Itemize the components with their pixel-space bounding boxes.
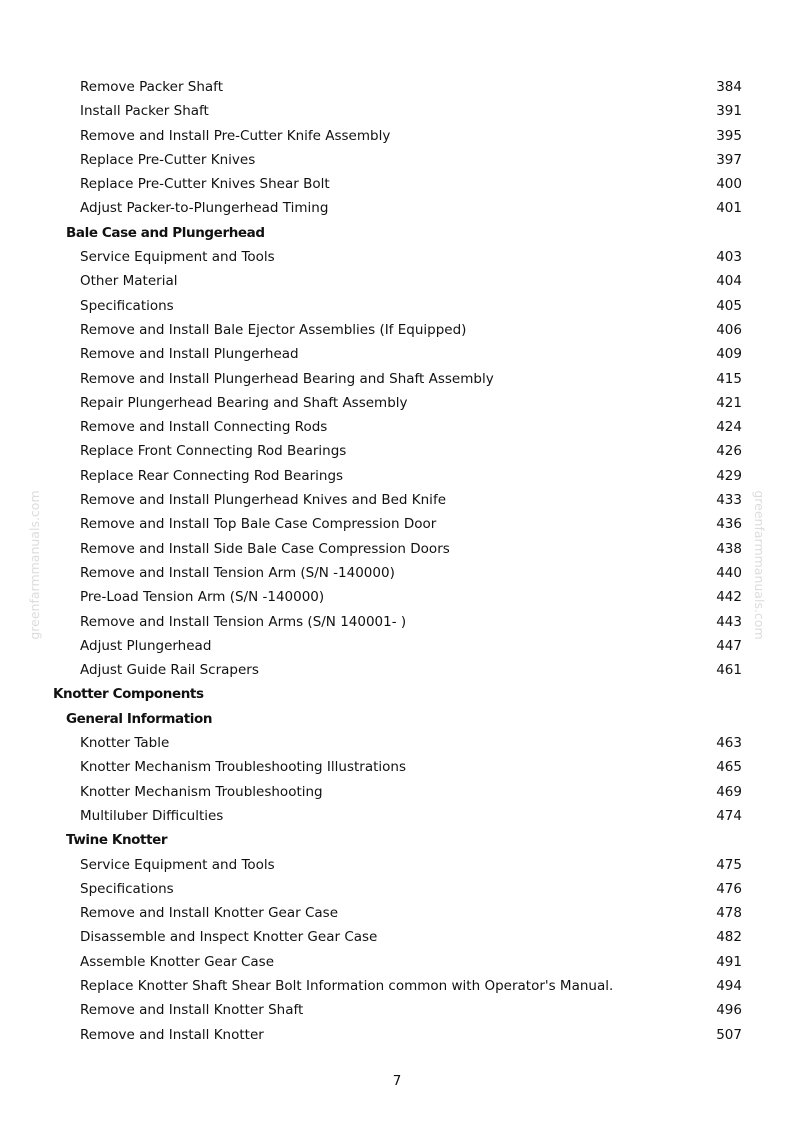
toc-entry-title: Repair Plungerhead Bearing and Shaft Assembly <box>80 394 408 411</box>
toc-entry-page: 405 <box>716 297 742 314</box>
toc-entry[interactable] <box>0 755 794 779</box>
toc-entry-page: 421 <box>716 394 742 411</box>
toc-entry-page: 447 <box>716 637 742 654</box>
toc-entry-page: 491 <box>716 953 742 970</box>
watermark-right: greenfarmmanuals.com <box>751 490 767 640</box>
toc-entry-page: 496 <box>716 1002 742 1019</box>
toc-entry-title: Twine Knotter <box>66 832 168 849</box>
toc-entry[interactable] <box>0 901 794 925</box>
toc-entry-page: 409 <box>716 346 742 363</box>
toc-entry-title: Remove and Install Pre-Cutter Knife Assembly <box>80 127 391 144</box>
toc-entry-page: 507 <box>716 1026 742 1043</box>
toc-section-heading[interactable] <box>0 682 794 706</box>
toc-entry[interactable] <box>0 634 794 658</box>
toc-entry-page: 440 <box>716 564 742 581</box>
toc-entry-page: 400 <box>716 176 742 193</box>
toc-entry-title: Adjust Packer-to-Plungerhead Timing <box>80 200 329 217</box>
toc-entry-page: 442 <box>716 589 742 606</box>
toc-entry[interactable] <box>0 99 794 123</box>
toc-entry-page: 391 <box>716 103 742 120</box>
toc-entry-page: 433 <box>716 492 742 509</box>
toc-entry[interactable] <box>0 148 794 172</box>
toc-entry-page: 424 <box>716 419 742 436</box>
toc-entry-title: Bale Case and Plungerhead <box>66 224 265 241</box>
toc-entry-title: Remove and Install Knotter Shaft <box>80 1002 304 1019</box>
toc-entry[interactable] <box>0 585 794 609</box>
toc-entry[interactable] <box>0 294 794 318</box>
toc-entry-page: 395 <box>716 127 742 144</box>
toc-entry-title: Disassemble and Inspect Knotter Gear Case <box>80 929 378 946</box>
toc-entry-title: Adjust Plungerhead <box>80 637 212 654</box>
toc-entry-title: Remove and Install Knotter <box>80 1026 264 1043</box>
toc-entry[interactable] <box>0 998 794 1022</box>
toc-entry[interactable] <box>0 537 794 561</box>
toc-entry-page: 482 <box>716 929 742 946</box>
toc-entry-page: 438 <box>716 540 742 557</box>
toc-entry[interactable] <box>0 974 794 998</box>
toc-entry-title: Replace Front Connecting Rod Bearings <box>80 443 347 460</box>
toc-entry-page: 476 <box>716 880 742 897</box>
toc-entry-page: 415 <box>716 370 742 387</box>
toc-entry-page: 461 <box>716 662 742 679</box>
toc-entry-title: Replace Knotter Shaft Shear Bolt Information common with Operator's Manual. <box>80 977 614 994</box>
toc-entry-page: 463 <box>716 735 742 752</box>
toc-entry-page: 469 <box>716 783 742 800</box>
toc-section-heading[interactable] <box>0 707 794 731</box>
toc-entry-page: 406 <box>716 321 742 338</box>
toc-entry[interactable] <box>0 367 794 391</box>
toc-entry[interactable] <box>0 780 794 804</box>
page-number: 7 <box>392 1073 402 1089</box>
toc-entry-title: General Information <box>66 710 213 727</box>
toc-entry-page: 494 <box>716 977 742 994</box>
toc-entry[interactable] <box>0 75 794 99</box>
toc-entry[interactable] <box>0 172 794 196</box>
toc-entry[interactable] <box>0 415 794 439</box>
toc-entry[interactable] <box>0 950 794 974</box>
toc-entry-page: 465 <box>716 759 742 776</box>
toc-entry[interactable] <box>0 439 794 463</box>
toc-entry-title: Assemble Knotter Gear Case <box>80 953 274 970</box>
toc-entry[interactable] <box>0 391 794 415</box>
toc-entry-page: 474 <box>716 807 742 824</box>
toc-entry-title: Service Equipment and Tools <box>80 249 275 266</box>
watermark-left: greenfarmmanuals.com <box>27 490 43 640</box>
toc-entry[interactable] <box>0 731 794 755</box>
table-of-contents <box>0 75 794 1047</box>
toc-entry-title: Pre-Load Tension Arm (S/N -140000) <box>80 589 325 606</box>
toc-section-heading[interactable] <box>0 828 794 852</box>
toc-entry-title: Adjust Guide Rail Scrapers <box>80 662 259 679</box>
toc-entry[interactable] <box>0 342 794 366</box>
toc-entry-title: Knotter Mechanism Troubleshooting Illustrations <box>80 759 406 776</box>
toc-entry-page: 475 <box>716 856 742 873</box>
toc-entry-page: 436 <box>716 516 742 533</box>
toc-entry-page: 426 <box>716 443 742 460</box>
toc-entry[interactable] <box>0 877 794 901</box>
toc-entry-title: Replace Pre-Cutter Knives Shear Bolt <box>80 176 330 193</box>
toc-entry-title: Remove and Install Top Bale Case Compression Door <box>80 516 437 533</box>
toc-entry[interactable] <box>0 269 794 293</box>
toc-entry-page: 384 <box>716 79 742 95</box>
toc-entry-title: Other Material <box>80 273 178 290</box>
toc-entry[interactable] <box>0 610 794 634</box>
toc-entry-title: Remove and Install Plungerhead Bearing and Shaft Assembly <box>80 370 494 387</box>
toc-entry-title: Replace Pre-Cutter Knives <box>80 151 256 168</box>
toc-entry-page: 397 <box>716 151 742 168</box>
toc-entry-title: Remove and Install Side Bale Case Compression Doors <box>80 540 450 557</box>
toc-entry-page: 403 <box>716 249 742 266</box>
toc-entry-title: Remove Packer Shaft <box>80 79 223 95</box>
toc-entry[interactable] <box>0 488 794 512</box>
toc-entry[interactable] <box>0 658 794 682</box>
toc-entry[interactable] <box>0 124 794 148</box>
toc-entry-page: 401 <box>716 200 742 217</box>
toc-section-heading[interactable] <box>0 221 794 245</box>
toc-entry[interactable] <box>0 1023 794 1047</box>
toc-entry[interactable] <box>0 318 794 342</box>
toc-entry-title: Remove and Install Tension Arms (S/N 140001- ) <box>80 613 407 630</box>
toc-entry[interactable] <box>0 804 794 828</box>
toc-entry-title: Remove and Install Bale Ejector Assemblies (If Equipped) <box>80 321 467 338</box>
toc-entry-title: Knotter Mechanism Troubleshooting <box>80 783 323 800</box>
toc-entry-title: Install Packer Shaft <box>80 103 209 120</box>
toc-entry-page: 478 <box>716 905 742 922</box>
toc-entry-title: Knotter Table <box>80 735 170 752</box>
toc-entry-title: Multiluber Difficulties <box>80 807 224 824</box>
toc-entry-title: Remove and Install Knotter Gear Case <box>80 905 339 922</box>
toc-entry[interactable] <box>0 512 794 536</box>
toc-entry-page: 404 <box>716 273 742 290</box>
toc-entry-title: Remove and Install Tension Arm (S/N -140000) <box>80 564 395 581</box>
toc-entry-title: Specifications <box>80 297 174 314</box>
toc-entry[interactable] <box>0 925 794 949</box>
toc-entry-page: 443 <box>716 613 742 630</box>
toc-entry-page: 429 <box>716 467 742 484</box>
toc-entry[interactable] <box>0 245 794 269</box>
toc-entry[interactable] <box>0 561 794 585</box>
toc-entry[interactable] <box>0 464 794 488</box>
toc-entry-title: Service Equipment and Tools <box>80 856 275 873</box>
toc-entry-title: Replace Rear Connecting Rod Bearings <box>80 467 344 484</box>
toc-entry-title: Knotter Components <box>53 686 204 703</box>
toc-entry[interactable] <box>0 853 794 877</box>
toc-entry[interactable] <box>0 196 794 220</box>
toc-entry-title: Remove and Install Plungerhead Knives and Bed Knife <box>80 492 446 509</box>
toc-entry-title: Specifications <box>80 880 174 897</box>
toc-entry-title: Remove and Install Connecting Rods <box>80 419 328 436</box>
toc-entry-title: Remove and Install Plungerhead <box>80 346 299 363</box>
